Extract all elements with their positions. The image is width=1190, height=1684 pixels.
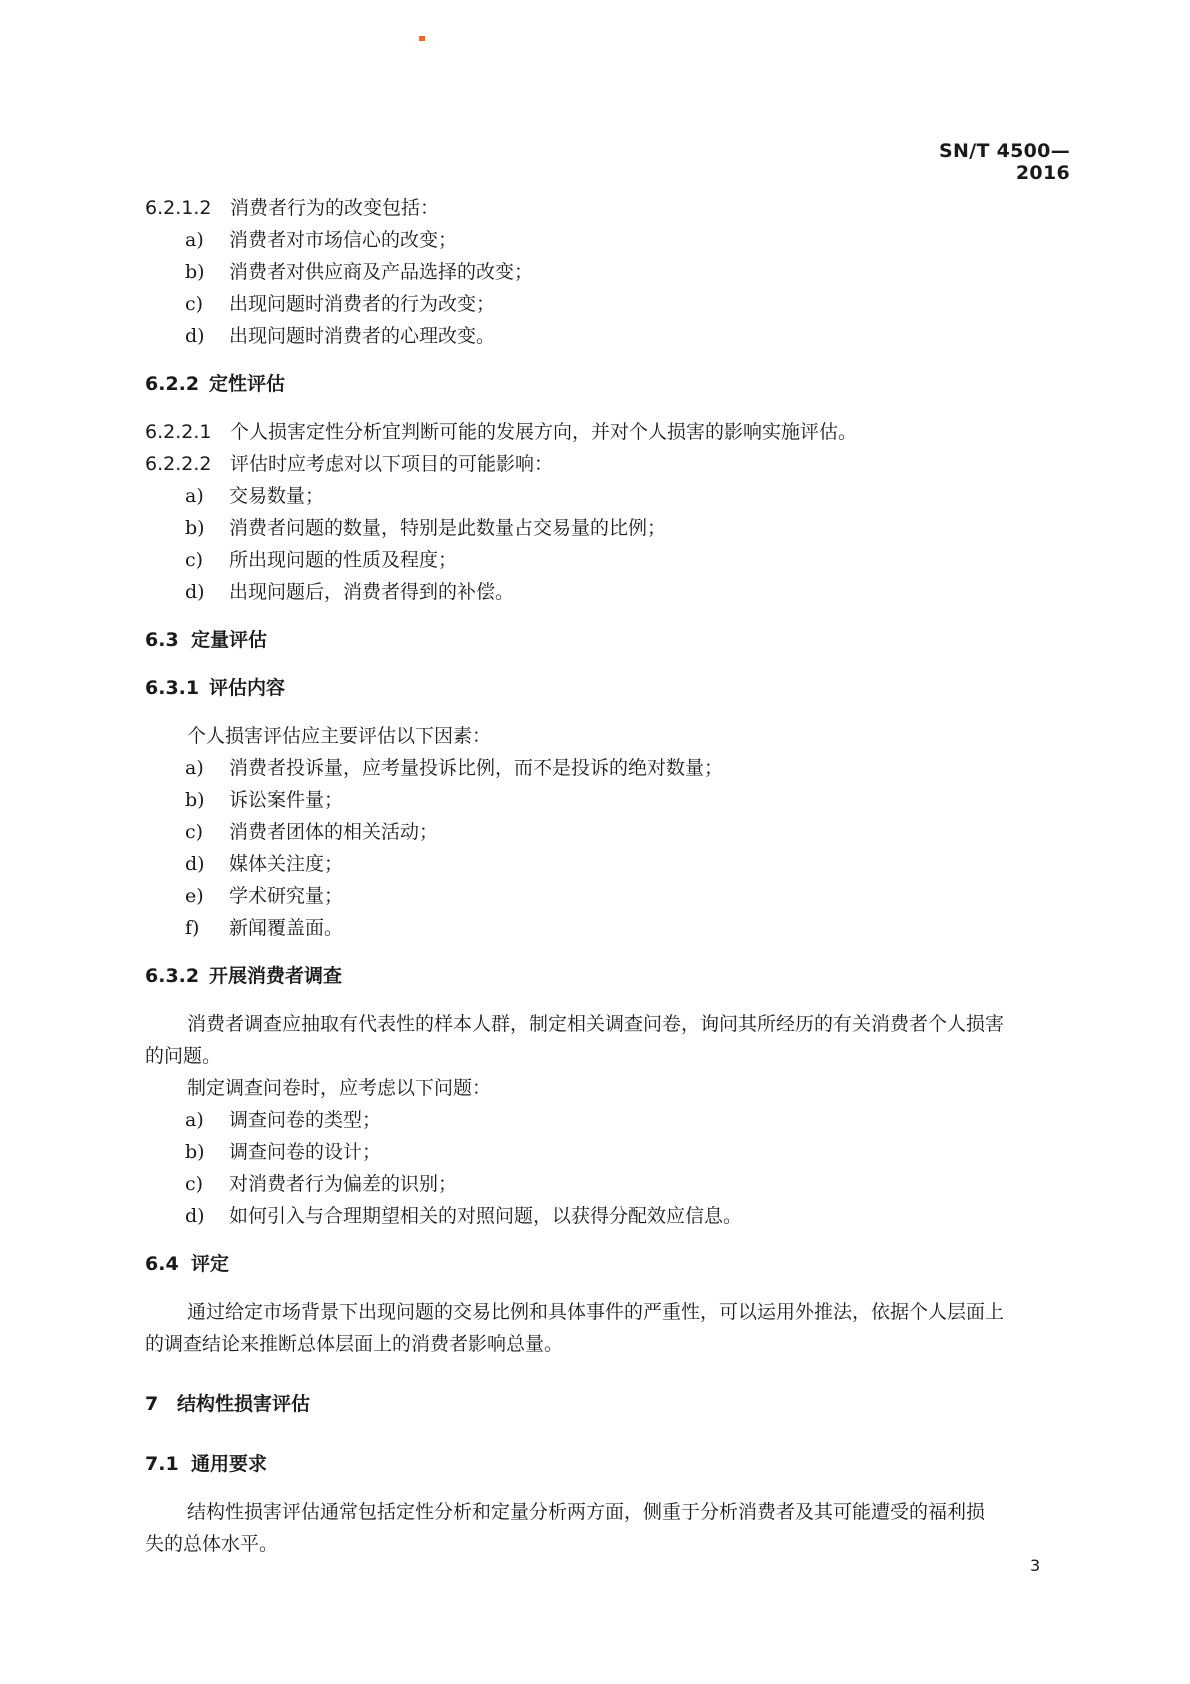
paragraph-line: 的问题。	[145, 1045, 222, 1067]
heading-6-4: 6.4 评定	[145, 1253, 230, 1275]
paragraph: 个人损害评估应主要评估以下因素：	[187, 725, 492, 747]
list-item: e) 学术研究量；	[185, 885, 344, 907]
list-item: b) 调查问卷的设计；	[185, 1141, 382, 1163]
list-item: b) 诉讼案件量；	[185, 789, 344, 811]
list-item: b) 消费者对供应商及产品选择的改变；	[185, 261, 534, 283]
standard-code: SN/T 4500—2016	[939, 140, 1070, 184]
heading-6-2-2: 6.2.2 定性评估	[145, 373, 286, 395]
paragraph-line: 结构性损害评估通常包括定性分析和定量分析两方面，侧重于分析消费者及其可能遭受的福利损	[187, 1501, 986, 1523]
list-item: d) 出现问题后，消费者得到的补偿。	[185, 581, 515, 603]
list-item: c) 所出现问题的性质及程度；	[185, 549, 458, 571]
list-item: c) 对消费者行为偏差的识别；	[185, 1173, 458, 1195]
list-item: b) 消费者问题的数量，特别是此数量占交易量的比例；	[185, 517, 667, 539]
heading-6-3: 6.3 定量评估	[145, 629, 268, 651]
page-number: 3	[1030, 1556, 1041, 1575]
paragraph-line: 消费者调查应抽取有代表性的样本人群，制定相关调查问卷，询问其所经历的有关消费者个人损害	[187, 1013, 1005, 1035]
list-item: a) 消费者对市场信心的改变；	[185, 229, 458, 251]
clause-6-2-2-2: 6.2.2.2 评估时应考虑对以下项目的可能影响：	[145, 453, 554, 475]
heading-6-3-1: 6.3.1 评估内容	[145, 677, 286, 699]
list-item: d) 媒体关注度；	[185, 853, 344, 875]
list-item: a) 消费者投诉量，应考量投诉比例，而不是投诉的绝对数量；	[185, 757, 724, 779]
paragraph-line: 失的总体水平。	[145, 1533, 279, 1555]
list-item: f) 新闻覆盖面。	[185, 917, 344, 939]
heading-6-3-2: 6.3.2 开展消费者调查	[145, 965, 343, 987]
list-item: d) 如何引入与合理期望相关的对照问题，以获得分配效应信息。	[185, 1205, 743, 1227]
clause-text: 消费者行为的改变包括：	[230, 197, 440, 219]
list-item: d) 出现问题时消费者的心理改变。	[185, 325, 496, 347]
heading-7-1: 7.1 通用要求	[145, 1453, 268, 1475]
list-item: c) 消费者团体的相关活动；	[185, 821, 439, 843]
orange-mark	[419, 36, 425, 41]
document-body	[145, 192, 1070, 1560]
paragraph: 制定调查问卷时，应考虑以下问题：	[187, 1077, 492, 1099]
clause-6-2-2-1: 6.2.2.1 个人损害定性分析宜判断可能的发展方向，并对个人损害的影响实施评估。	[145, 421, 858, 443]
list-item: a) 交易数量；	[185, 485, 325, 507]
paragraph-line: 的调查结论来推断总体层面上的消费者影响总量。	[145, 1333, 564, 1355]
clause-6-2-1-2	[145, 192, 1070, 224]
list-item: a) 调查问卷的类型；	[185, 1109, 382, 1131]
paragraph-line: 通过给定市场背景下出现问题的交易比例和具体事件的严重性，可以运用外推法，依据个人层面上	[187, 1301, 1005, 1323]
clause-number: 6.2.1.2	[145, 197, 212, 219]
list-item: c) 出现问题时消费者的行为改变；	[185, 293, 496, 315]
heading-7: 7 结构性损害评估	[145, 1393, 311, 1415]
